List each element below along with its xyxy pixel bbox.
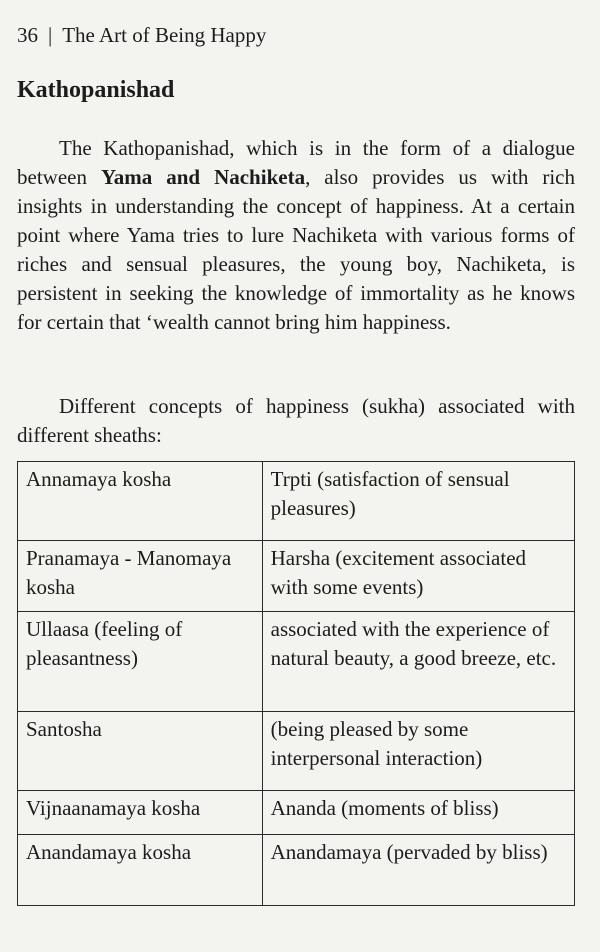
- table-cell-sheath: Ullaasa (feeling of pleasantness): [18, 612, 263, 712]
- table-cell-happiness: associated with the experience of natural beauty, a good breeze, etc.: [262, 612, 574, 712]
- table-cell-happiness: Anandamaya (pervaded by bliss): [262, 835, 574, 906]
- table-row: [18, 541, 575, 612]
- paragraph-rest: , also provides us with rich insights in understanding the concept of happiness. At a certain point where Yama tries to lure Nachiketa with various forms of riches and sensual pleasures, the young boy, Nachiketa, is persistent in seeking the knowledge of immortality as he knows for certain that ‘wealth cannot bring him happiness.: [17, 165, 575, 334]
- table-cell-happiness: Trpti (satisfaction of sensual pleasures): [262, 462, 574, 541]
- paragraph-sheaths-text: Different concepts of happiness (sukha) associated with different sheaths:: [17, 394, 575, 447]
- table-row: [18, 712, 575, 791]
- table-cell-sheath: Anandamaya kosha: [18, 835, 263, 906]
- running-head: [17, 22, 266, 48]
- kosha-happiness-table: [17, 461, 575, 906]
- section-title: Kathopanishad: [17, 77, 175, 103]
- table-cell-sheath: Pranamaya - Manomaya kosha: [18, 541, 263, 612]
- table-row: [18, 835, 575, 906]
- table-cell-happiness: (being pleased by some interpersonal interaction): [262, 712, 574, 791]
- paragraph-sheaths-intro: [17, 392, 575, 450]
- book-title: The Art of Being Happy: [62, 23, 267, 47]
- table-cell-sheath: Annamaya kosha: [18, 462, 263, 541]
- table-row: [18, 791, 575, 835]
- table-row: [18, 612, 575, 712]
- paragraph-lead: The Kathopanishad, which is in the form of a dialogue between: [17, 136, 575, 189]
- table-cell-sheath: Santosha: [18, 712, 263, 791]
- table-cell-happiness: Ananda (moments of bliss): [262, 791, 574, 835]
- paragraph-kathopanishad: [17, 134, 575, 337]
- header-separator: |: [48, 23, 53, 47]
- page-number: 36: [17, 23, 38, 47]
- table-row: [18, 462, 575, 541]
- paragraph-bold-names: Yama and Nachiketa: [100, 165, 306, 189]
- table-cell-sheath: Vijnaanamaya kosha: [18, 791, 263, 835]
- table-cell-happiness: Harsha (excitement associated with some events): [262, 541, 574, 612]
